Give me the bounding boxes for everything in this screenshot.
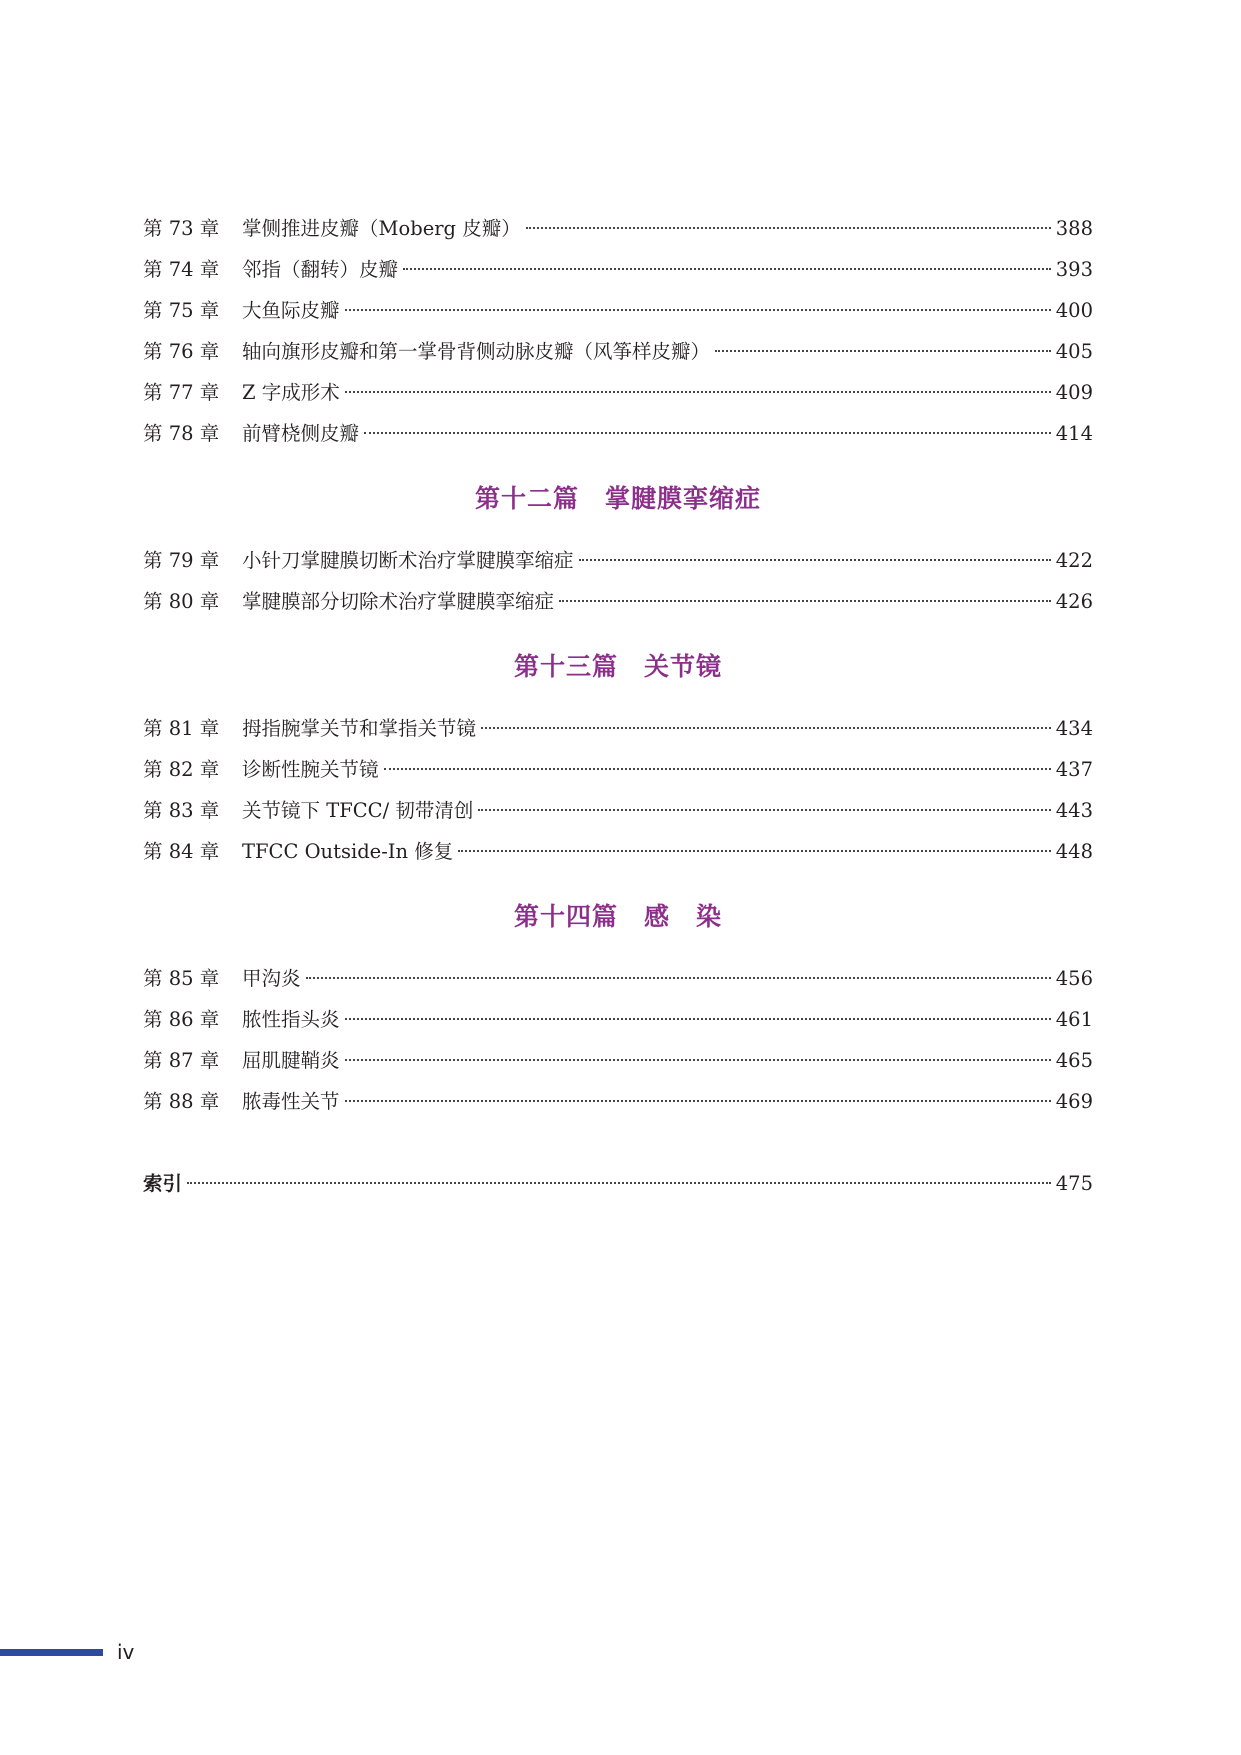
- chapter-number: 第 88 章: [143, 1090, 220, 1113]
- dot-leader: [579, 559, 1051, 561]
- chapter-number: 第 80 章: [143, 590, 220, 613]
- chapter-number: 第 85 章: [143, 967, 220, 990]
- page-number: 469: [1055, 1090, 1093, 1113]
- chapter-number: 第 74 章: [143, 258, 220, 281]
- page-number: 422: [1055, 549, 1093, 572]
- chapter-title: 大鱼际皮瓣: [242, 299, 340, 322]
- chapter-number: 第 83 章: [143, 799, 220, 822]
- footer-page-number: iv: [117, 1640, 135, 1664]
- dot-leader: [403, 268, 1051, 270]
- page-number: 437: [1055, 758, 1093, 781]
- dot-leader: [478, 809, 1050, 811]
- chapter-number: 第 86 章: [143, 1008, 220, 1031]
- page-number: 400: [1055, 299, 1093, 322]
- dot-leader: [458, 850, 1050, 852]
- page-number: 448: [1055, 840, 1093, 863]
- dot-leader: [345, 1018, 1051, 1020]
- page-number: 426: [1055, 590, 1093, 613]
- dot-leader: [559, 600, 1051, 602]
- chapter-title: 邻指（翻转）皮瓣: [242, 258, 399, 281]
- dot-leader: [306, 977, 1051, 979]
- page-number: 465: [1055, 1049, 1093, 1072]
- page-number: 414: [1055, 422, 1093, 445]
- page-number: 443: [1055, 799, 1093, 822]
- chapter-title: 掌侧推进皮瓣（Moberg 皮瓣）: [242, 217, 521, 240]
- part-heading-14[interactable]: 第十四篇 感 染: [513, 902, 722, 931]
- toc-entry-76[interactable]: [143, 331, 1093, 372]
- chapter-title: 关节镜下 TFCC/ 韧带清创: [242, 799, 474, 822]
- chapter-title: TFCC Outside-In 修复: [242, 840, 454, 863]
- page-number: 461: [1055, 1008, 1093, 1031]
- toc-entry-88[interactable]: [143, 1081, 1093, 1122]
- page-number: 393: [1055, 258, 1093, 281]
- dot-leader: [345, 1059, 1051, 1061]
- toc-entry-index[interactable]: [143, 1163, 1093, 1204]
- toc-entry-86[interactable]: [143, 999, 1093, 1040]
- chapter-number: 第 87 章: [143, 1049, 220, 1072]
- chapter-number: 第 75 章: [143, 299, 220, 322]
- dot-leader: [715, 350, 1051, 352]
- toc-entry-85[interactable]: [143, 958, 1093, 999]
- chapter-number: 第 77 章: [143, 381, 220, 404]
- chapter-number: 第 73 章: [143, 217, 220, 240]
- dot-leader: [345, 1100, 1051, 1102]
- chapter-title: 拇指腕掌关节和掌指关节镜: [242, 717, 477, 740]
- page-number: 456: [1055, 967, 1093, 990]
- chapter-title: 甲沟炎: [242, 967, 301, 990]
- dot-leader: [364, 432, 1051, 434]
- chapter-title: 屈肌腱鞘炎: [242, 1049, 340, 1072]
- toc-entry-82[interactable]: [143, 749, 1093, 790]
- toc-entry-77[interactable]: [143, 372, 1093, 413]
- dot-leader: [481, 727, 1051, 729]
- dot-leader: [187, 1182, 1051, 1184]
- chapter-number: 第 84 章: [143, 840, 220, 863]
- page-number: 388: [1055, 217, 1093, 240]
- part-heading-13[interactable]: 第十三篇 关节镜: [513, 652, 722, 681]
- chapter-title: 轴向旗形皮瓣和第一掌骨背侧动脉皮瓣（风筝样皮瓣）: [242, 340, 711, 363]
- page-number: 405: [1055, 340, 1093, 363]
- page-number: 434: [1055, 717, 1093, 740]
- toc-entry-74[interactable]: [143, 249, 1093, 290]
- dot-leader: [384, 768, 1051, 770]
- chapter-number: 第 81 章: [143, 717, 220, 740]
- page-number: 475: [1055, 1172, 1093, 1195]
- part-heading-12[interactable]: 第十二篇 掌腱膜挛缩症: [474, 484, 761, 513]
- footer-accent-bar: [0, 1649, 103, 1656]
- toc-entry-79[interactable]: [143, 540, 1093, 581]
- chapter-title: 掌腱膜部分切除术治疗掌腱膜挛缩症: [242, 590, 555, 613]
- chapter-number: 第 82 章: [143, 758, 220, 781]
- dot-leader: [526, 227, 1051, 229]
- chapter-title: 前臂桡侧皮瓣: [242, 422, 360, 445]
- chapter-title: 脓性指头炎: [242, 1008, 340, 1031]
- toc-entry-73[interactable]: [143, 208, 1093, 249]
- chapter-title: 脓毒性关节: [242, 1090, 340, 1113]
- index-label: 索引: [143, 1172, 183, 1195]
- dot-leader: [345, 309, 1051, 311]
- table-of-contents: [143, 208, 1093, 1204]
- chapter-number: 第 76 章: [143, 340, 220, 363]
- toc-entry-81[interactable]: [143, 708, 1093, 749]
- chapter-title: 小针刀掌腱膜切断术治疗掌腱膜挛缩症: [242, 549, 574, 572]
- page-number: 409: [1055, 381, 1093, 404]
- chapter-number: 第 79 章: [143, 549, 220, 572]
- toc-entry-78[interactable]: [143, 413, 1093, 454]
- toc-entry-87[interactable]: [143, 1040, 1093, 1081]
- toc-entry-80[interactable]: [143, 581, 1093, 622]
- chapter-number: 第 78 章: [143, 422, 220, 445]
- chapter-title: 诊断性腕关节镜: [242, 758, 379, 781]
- toc-entry-75[interactable]: [143, 290, 1093, 331]
- toc-entry-83[interactable]: [143, 790, 1093, 831]
- chapter-title: Z 字成形术: [242, 381, 340, 404]
- dot-leader: [345, 391, 1051, 393]
- toc-entry-84[interactable]: [143, 831, 1093, 872]
